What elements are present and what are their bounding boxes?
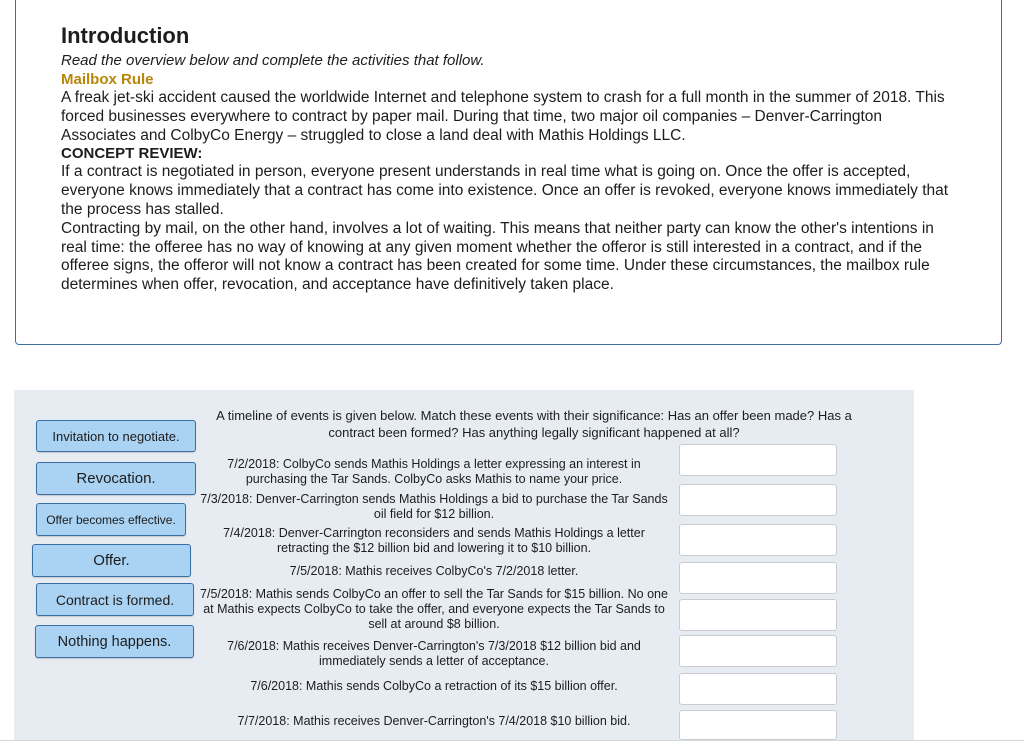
matching-activity-panel bbox=[14, 390, 914, 740]
drop-target-6[interactable] bbox=[679, 635, 837, 667]
event-5: 7/5/2018: Mathis sends ColbyCo an offer to sell the Tar Sands for $15 billion. No one at Mathis expects ColbyCo to take the offer, and everyone expects the Tar Sands to sell at around $8 billion. bbox=[200, 587, 668, 631]
intro-panel bbox=[15, 0, 1002, 345]
chip-revocation[interactable]: Revocation. bbox=[36, 462, 196, 495]
drop-target-2[interactable] bbox=[679, 484, 837, 516]
activity-instructions: A timeline of events is given below. Match these events with their significance: Has an offer been made? Has a contract been formed? Has anything legally significant happened at all? bbox=[216, 408, 852, 440]
event-7: 7/6/2018: Mathis sends ColbyCo a retraction of its $15 billion offer. bbox=[250, 679, 618, 693]
chip-invitation-to-negotiate[interactable]: Invitation to negotiate. bbox=[36, 420, 196, 452]
event-2: 7/3/2018: Denver-Carrington sends Mathis Holdings a bid to purchase the Tar Sands oil field for $12 billion. bbox=[200, 492, 668, 521]
chip-offer-becomes-effective[interactable]: Offer becomes effective. bbox=[36, 503, 186, 536]
drop-target-5[interactable] bbox=[679, 599, 837, 631]
chip-nothing-happens[interactable]: Nothing happens. bbox=[35, 625, 194, 658]
event-1: 7/2/2018: ColbyCo sends Mathis Holdings a letter expressing an interest in purchasing the Tar Sands. ColbyCo asks Mathis to name your price. bbox=[227, 457, 641, 486]
divider bbox=[0, 740, 1024, 741]
drop-target-8[interactable] bbox=[679, 710, 837, 740]
chip-offer[interactable]: Offer. bbox=[32, 544, 191, 577]
chip-contract-is-formed[interactable]: Contract is formed. bbox=[36, 583, 194, 616]
concept-review-heading: CONCEPT REVIEW: bbox=[61, 145, 203, 163]
page-title: Introduction bbox=[61, 23, 190, 48]
intro-paragraph-2: If a contract is negotiated in person, everyone present understands in real time what is going on. Once the offer is accepted, everyone knows immediately that a contract has come into existence. Once an offer is revoked, everyone knows immediately that the process has stalled. bbox=[61, 163, 949, 218]
intro-subtitle: Read the overview below and complete the activities that follow. bbox=[61, 52, 485, 69]
intro-paragraph-1: A freak jet-ski accident caused the worldwide Internet and telephone system to crash for a full month in the summer of 2018. This forced businesses everywhere to contract by paper mail. During that time, two major oil companies – Denver-Carrington Associates and ColbyCo Energy – struggled to close a land deal with Mathis Holdings LLC. bbox=[61, 89, 945, 144]
event-3: 7/4/2018: Denver-Carrington reconsiders and sends Mathis Holdings a letter retracting the $12 billion bid and lowering it to $10 billion. bbox=[223, 526, 645, 555]
drop-target-4[interactable] bbox=[679, 562, 837, 594]
event-4: 7/5/2018: Mathis receives ColbyCo's 7/2/2018 letter. bbox=[289, 564, 579, 578]
drop-target-1[interactable] bbox=[679, 444, 837, 476]
intro-paragraph-3: Contracting by mail, on the other hand, involves a lot of waiting. This means that neither party can know the other's intentions in real time: the offeree has no way of knowing at any given moment whether the offeror is still interested in a contract, and if the offeree signs, the offeror will not know a contract has been created for some time. Under these circumstances, the mailbox rule determines when offer, revocation, and acceptance have definitively taken place. bbox=[61, 219, 934, 294]
event-6: 7/6/2018: Mathis receives Denver-Carrington's 7/3/2018 $12 billion bid and immediately sends a letter of acceptance. bbox=[227, 639, 641, 668]
drop-target-3[interactable] bbox=[679, 524, 837, 556]
event-8: 7/7/2018: Mathis receives Denver-Carrington's 7/4/2018 $10 billion bid. bbox=[237, 714, 631, 728]
intro-content bbox=[61, 22, 951, 295]
drop-target-7[interactable] bbox=[679, 673, 837, 705]
section-heading: Mailbox Rule bbox=[61, 71, 154, 88]
